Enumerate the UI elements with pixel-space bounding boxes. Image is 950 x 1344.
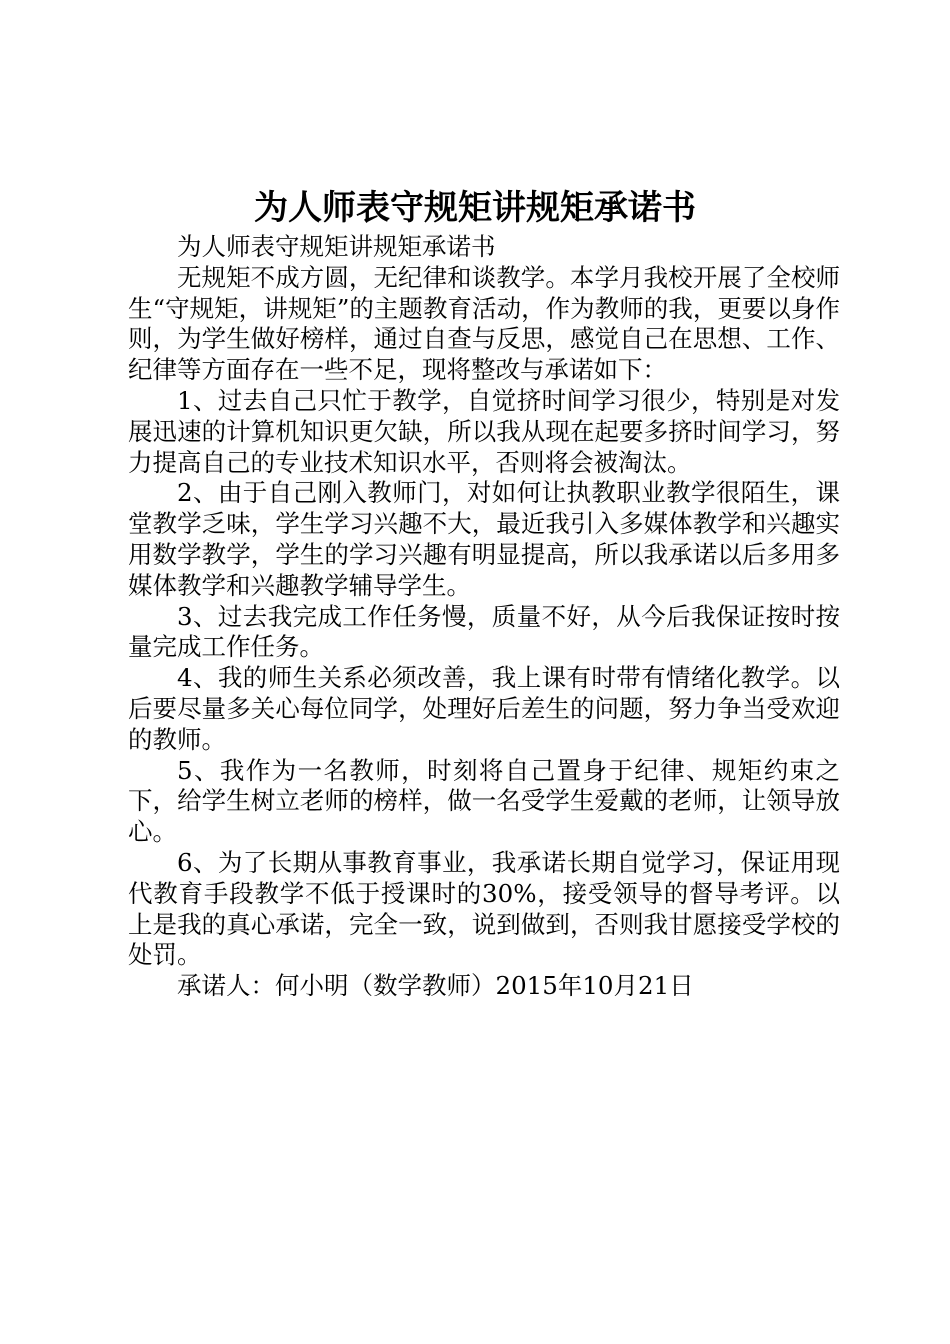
commitment-item-4: 4、我的师生关系必须改善，我上课有时带有情绪化教学。以后要尽量多关心每位同学，处理好后差生的问题，努力争当受欢迎的教师。 — [128, 663, 840, 754]
document-body — [128, 232, 840, 1002]
signature-line: 承诺人：何小明（数学教师）2015年10月21日 — [177, 971, 694, 1001]
commitment-item-6: 6、为了长期从事教育事业，我承诺长期自觉学习，保证用现代教育手段教学不低于授课时的30%，接受领导的督导考评。以上是我的真心承诺，完全一致，说到做到，否则我甘愿接受学校的处罚。 — [128, 847, 840, 970]
commitment-item-1: 1、过去自己只忙于教学，自觉挤时间学习很少，特别是对发展迅速的计算机知识更欠缺，所以我从现在起要多挤时间学习，努力提高自己的专业技术知识水平，否则将会被淘汰。 — [128, 385, 840, 477]
subtitle-paragraph: 为人师表守规矩讲规矩承诺书 — [177, 232, 496, 261]
commitment-item-5: 5、我作为一名教师，时刻将自己置身于纪律、规矩约束之下，给学生树立老师的榜样，做一名受学生爱戴的老师，让领导放心。 — [128, 755, 840, 847]
document-title: 为人师表守规矩讲规矩承诺书 — [254, 188, 696, 228]
commitment-item-2: 2、由于自己刚入教师门，对如何让执教职业教学很陌生，课堂教学乏味，学生学习兴趣不大，最近我引入多媒体教学和兴趣实用数学教学，学生的学习兴趣有明显提高，所以我承诺以后多用多媒体教学和兴趣教学辅导学生。 — [128, 478, 840, 600]
commitment-item-3: 3、过去我完成工作任务慢，质量不好，从今后我保证按时按量完成工作任务。 — [128, 601, 840, 662]
intro-paragraph: 无规矩不成方圆，无纪律和谈教学。本学月我校开展了全校师生“守规矩，讲规矩”的主题教育活动，作为教师的我，更要以身作则，为学生做好榜样，通过自查与反思，感觉自己在思想、工作、纪律等方面存在一些不足，现将整改与承诺如下： — [128, 262, 840, 385]
